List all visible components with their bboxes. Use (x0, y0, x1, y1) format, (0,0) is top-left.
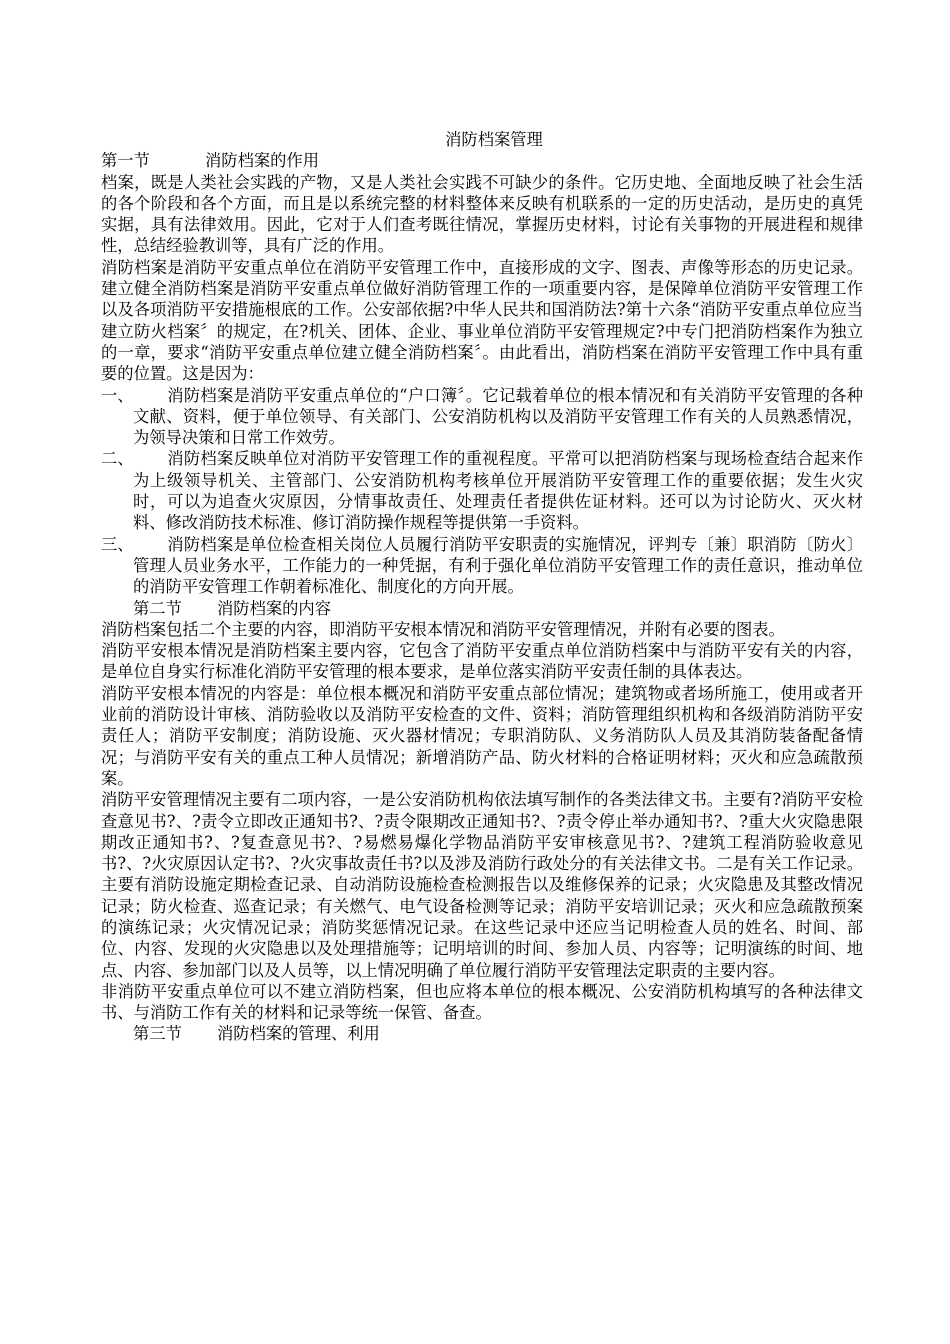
paragraph-archive-definition: 档案，既是人类社会实践的产物，又是人类社会实践不可缺少的条件。它历史地、全面地反映了社会生活的各个阶段和各个方面，而且是以系统完整的材料整体来反映有机联系的一定的历史活动，是历史的真凭实据，具有法律效用。因此，它对于人们查考既往情况，掌握历史材料，讨论有关事物的开展进程和规律性，总结经验教训等，具有广泛的作用。 (101, 172, 863, 256)
section-1-heading (101, 150, 863, 171)
list-item-text: 消防档案反映单位对消防平安管理工作的重视程度。平常可以把消防档案与现场检查结合起来作为上级领导机关、主管部门、公安消防机构考核单位开展消防平安管理工作的重要依据；发生火灾时，可以为追查火灾原因，分情事故责任、处理责任者提供佐证材料。还可以为讨论防火、灭火材料、修改消防技术标准、修订消防操作规程等提供第一手资料。 (133, 449, 863, 533)
list-item (101, 534, 863, 598)
section-number: 第二节 (133, 598, 182, 618)
section-title: 消防档案的内容 (217, 598, 331, 618)
list-marker: 一、 (101, 385, 134, 405)
paragraph-management-situation: 消防平安管理情况主要有二项内容，一是公安消防机构依法填写制作的各类法律文书。主要有?消防平安检查意见书?、?责令立即改正通知书?、?责令限期改正通知书?、?责令停止举办通知书?、?重大火灾隐患限期改正通知书?、?复查意见书?、?易燃易爆化学物品消防平安审核意见书?、?建筑工程消防验收意见书?、?火灾原因认定书?、?火灾事故责任书?以及涉及消防行政处分的有关法律文书。二是有关工作记录。主要有消防设施定期检查记录、自动消防设施检查检测报告以及维修保养的记录；火灾隐患及其整改情况记录；防火检查、巡查记录；有关燃气、电气设备检测等记录；消防平安培训记录；灭火和应急疏散预案的演练记录；火灾情况记录；消防奖惩情况记录。在这些记录中还应当记明检查人员的姓名、时间、部位、内容、发现的火灾隐患以及处理措施等；记明培训的时间、参加人员、内容等；记明演练的时间、地点、内容、参加部门以及人员等，以上情况明确了单位履行消防平安管理法定职责的主要内容。 (101, 790, 863, 980)
section-3-heading (101, 1023, 863, 1044)
list-marker: 二、 (101, 449, 134, 469)
paragraph-content-overview: 消防档案包括二个主要的内容，即消防平安根本情况和消防平安管理情况，并附有必要的图表。 (101, 619, 785, 639)
paragraph-non-key-units: 非消防平安重点单位可以不建立消防档案，但也应将本单位的根本概况、公安消防机构填写的各种法律文书、与消防工作有关的材料和记录等统一保管、备查。 (101, 981, 863, 1023)
section-title: 消防档案的管理、利用 (217, 1024, 380, 1044)
list-item (101, 448, 863, 533)
section-number: 第一节 (101, 151, 150, 171)
document-body (101, 129, 863, 1045)
list-item-text: 消防档案是消防平安重点单位的“户口簿〞。它记载着单位的根本情况和有关消防平安管理的各种文献、资料，便于单位领导、有关部门、公安消防机构以及消防平安管理工作有关的人员熟悉情况，为领导决策和日常工作效劳。 (133, 385, 863, 448)
document-title: 消防档案管理 (445, 130, 543, 149)
paragraph-fire-archive-intro: 消防档案是消防平安重点单位在消防平安管理工作中，直接形成的文字、图表、声像等形态的历史记录。建立健全消防档案是消防平安重点单位做好消防管理工作的一项重要内容，是保障单位消防平安管理工作以及各项消防平安措施根底的工作。公安部依据?中华人民共和国消防法?第十六条“消防平安重点单位应当建立防火档案〞的规定，在?机关、团体、企业、事业单位消防平安管理规定?中专门把消防档案作为独立的一章，要求“消防平安重点单位建立健全消防档案〞。由此看出，消防档案在消防平安管理工作中具有重要的位置。这是因为： (101, 257, 863, 384)
paragraph-basic-situation: 消防平安根本情况是消防档案主要内容，它包含了消防平安重点单位消防档案中与消防平安有关的内容，是单位自身实行标准化消防平安管理的根本要求，是单位落实消防平安责任制的具体表达。 (101, 641, 863, 682)
section-title: 消防档案的作用 (205, 151, 319, 171)
section-2-heading (101, 598, 863, 619)
list-item-text: 消防档案是单位检查相关岗位人员履行消防平安职责的实施情况，评判专〔兼〕职消防〔防火〕管理人员业务水平，工作能力的一种凭据，有利于强化单位消防平安管理工作的责任意识，推动单位的消防平安管理工作朝着标准化、制度化的方向开展。 (133, 534, 863, 597)
paragraph-basic-situation-contents: 消防平安根本情况的内容是：单位根本概况和消防平安重点部位情况；建筑物或者场所施工，使用或者开业前的消防设计审核、消防验收以及消防平安检查的文件、资料；消防管理组织机构和各级消防消防平安责任人；消防平安制度；消防设施、灭火器材情况；专职消防队、义务消防队人员及其消防装备配备情况；与消防平安有关的重点工种人员情况；新增消防产品、防火材料的合格证明材料；灭火和应急疏散预案。 (101, 683, 863, 788)
list-marker: 三、 (101, 534, 134, 554)
section-number: 第三节 (133, 1024, 182, 1044)
list-item (101, 385, 863, 449)
